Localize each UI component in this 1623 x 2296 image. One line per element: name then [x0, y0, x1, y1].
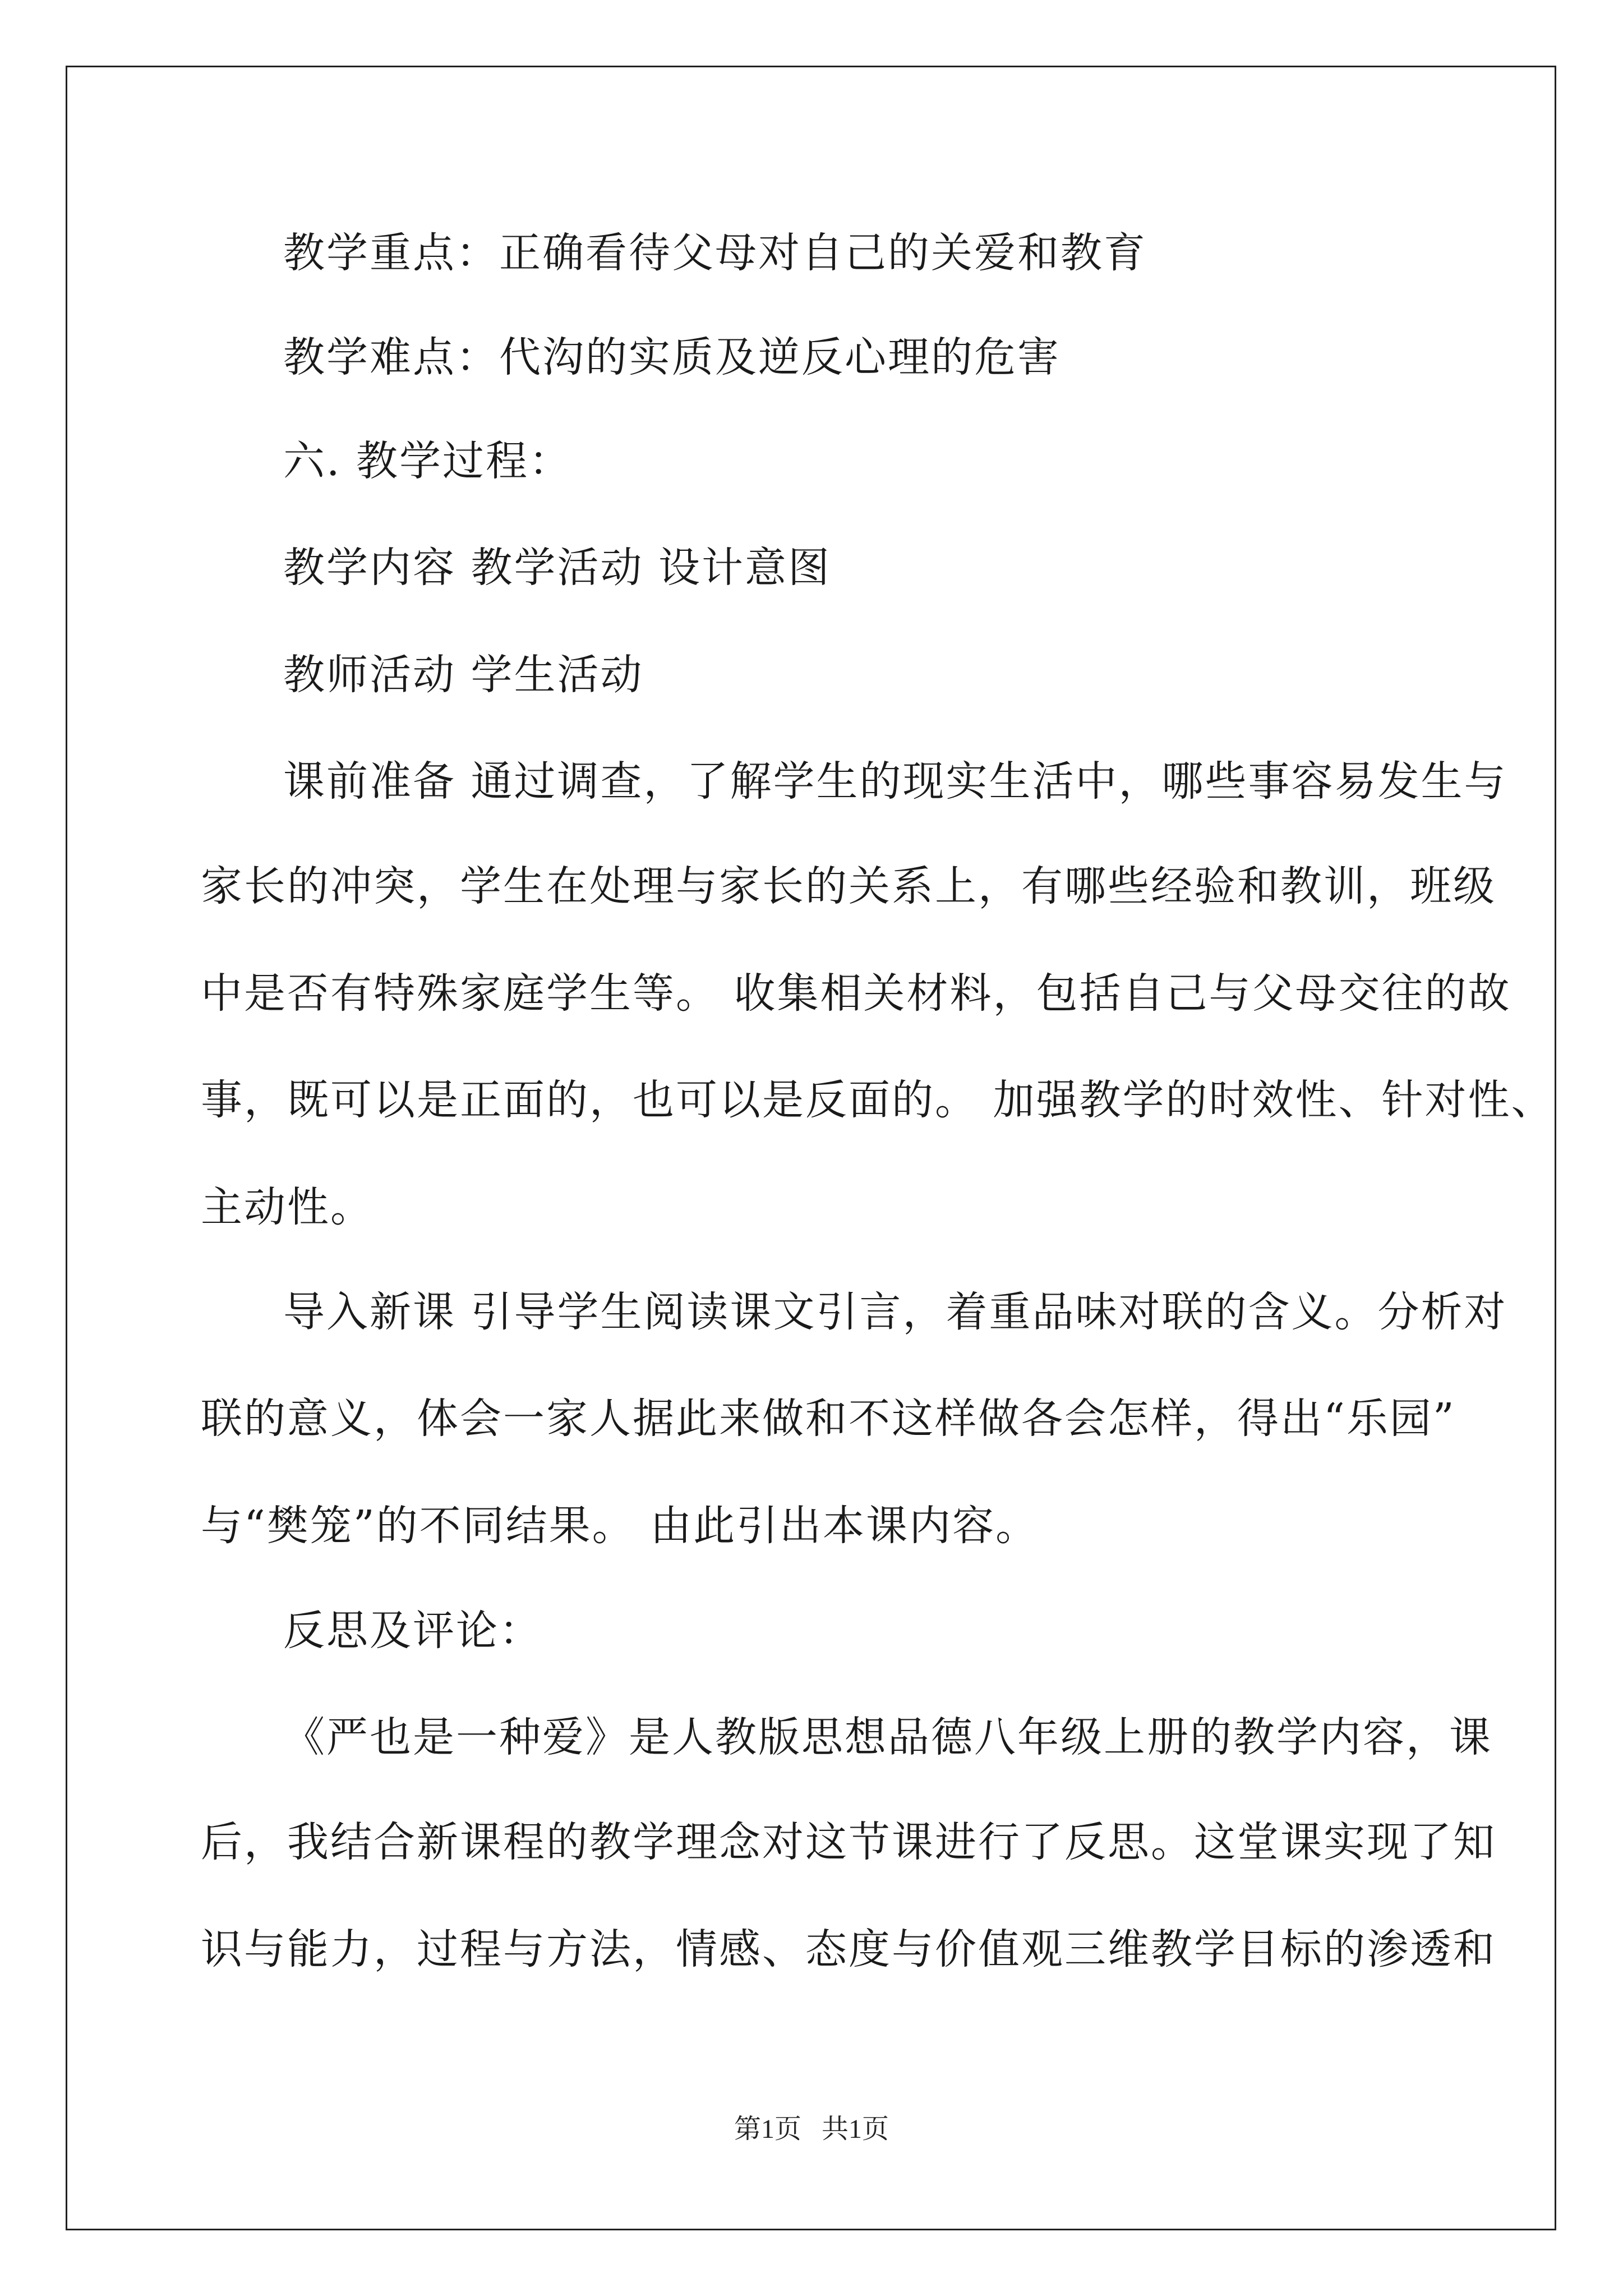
- page-number-footer: 第1页 共1页: [734, 2114, 889, 2144]
- text-line-reflection: 后，我结合新课程的教学理念对这节课进行了反思。这堂课实现了知: [201, 1818, 1496, 1866]
- text-line-preparation: 课前准备 通过调查，了解学生的现实生活中，哪些事容易发生与: [283, 757, 1507, 806]
- text-line-preparation: 主动性。: [201, 1183, 374, 1231]
- text-line-reflection: 《严也是一种爱》是人教版思想品德八年级上册的教学内容，课: [283, 1713, 1492, 1761]
- text-line-table-header: 教学内容 教学活动 设计意图: [283, 544, 832, 592]
- text-line-preparation: 事，既可以是正面的，也可以是反面的。 加强教学的时效性、针对性、: [201, 1076, 1555, 1124]
- text-line-reflection: 识与能力，过程与方法，情感、态度与价值观三维教学目标的渗透和: [201, 1925, 1496, 1973]
- text-line-table-subheader: 教师活动 学生活动: [283, 651, 644, 699]
- text-line-key-point: 教学重点：正确看待父母对自己的关爱和教育: [283, 229, 1147, 277]
- text-line-introduction: 与“樊笼”的不同结果。 由此引出本课内容。: [201, 1502, 1039, 1550]
- page-border: [66, 66, 1556, 2230]
- text-line-preparation: 家长的冲突，学生在处理与家长的关系上，有哪些经验和教训，班级: [201, 862, 1496, 910]
- text-line-introduction: 导入新课 引导学生阅读课文引言，着重品味对联的含义。分析对: [283, 1288, 1507, 1336]
- text-line-reflection-heading: 反思及评论：: [283, 1607, 542, 1655]
- text-line-introduction: 联的意义，体会一家人据此来做和不这样做各会怎样，得出“乐园”: [201, 1395, 1456, 1443]
- text-line-difficulty: 教学难点：代沟的实质及逆反心理的危害: [283, 333, 1061, 381]
- text-line-preparation: 中是否有特殊家庭学生等。 收集相关材料，包括自己与父母交往的故: [201, 969, 1511, 1018]
- text-line-section-heading: 六. 教学过程：: [283, 437, 573, 485]
